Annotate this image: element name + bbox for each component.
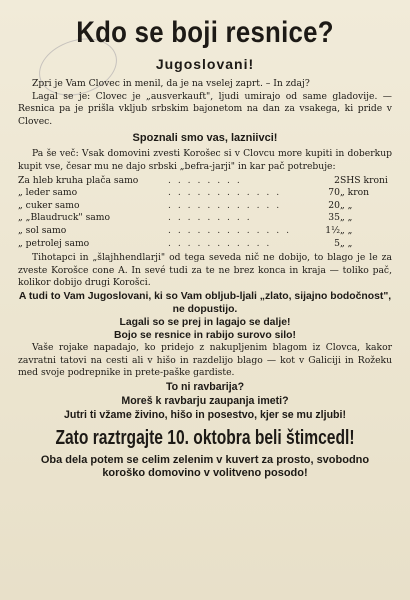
paragraph-5: Vaše rojake napadajo, ko pridejo z nakupljenim blagom iz Clovca, kakor zavratni tatovi na cesti ali v hišo in razdelijo blago — kot v Galiciji in Rožeku med svoje podrepnike in prete-paške gardiste.: [18, 341, 392, 379]
poster-title: Kdo se boji resnice?: [76, 16, 334, 49]
paragraph-4: Tihotapci in „šlajhhendlarji" od tega seveda nič ne dobijo, to blago je le za zveste Korošce cone A. In sevé tudi za te ne brez konca in kraja — toliko pač, kolikor dobijo drugi Korošci.: [18, 252, 392, 289]
price-unit: „ „: [340, 237, 353, 249]
poster-content: [18, 14, 392, 480]
price-qty: 5: [334, 237, 340, 249]
question-robbery: To ni ravbarija?: [165, 380, 245, 393]
price-item: „ petrolej samo: [18, 237, 90, 249]
slogan-fear: Bojo se resnice in rabijo surovo silo!: [114, 329, 296, 341]
price-qty: 1½: [325, 224, 340, 236]
price-dots: . . . . . . . .: [168, 174, 242, 186]
price-item: „ sol samo: [18, 224, 67, 236]
price-unit: „ „: [340, 224, 353, 236]
price-item: „ „Blaudruck" samo: [18, 212, 111, 224]
price-qty: 2: [334, 174, 340, 186]
price-item: „ leder samo: [18, 187, 78, 199]
question-tomorrow: Jutri ti vžame živino, hišo in posestvo, kjer se mu zljubi!: [64, 408, 346, 421]
price-row: [18, 175, 392, 188]
paragraph-3: Pa še več: Vsak domovini zvesti Korošec si v Clovcu more kupiti in doberkup kupit vse, česar mu ne dajo srbski „befra-jarji" in kar pač potrebuje:: [18, 148, 392, 172]
price-row: [18, 200, 392, 213]
price-qty: 70: [328, 187, 340, 199]
slogan-promise: A tudi to Vam Jugoslovani, ki so Vam obljub-ljali „zlato, sijajno bodočnost", ne dopustijo.: [18, 290, 392, 315]
price-dots: . . . . . . . . . . . . .: [168, 224, 292, 236]
question-trust: Moreš k ravbarju zaupanja imeti?: [121, 394, 289, 407]
price-dots: . . . . . . . . . . . .: [168, 187, 282, 199]
price-dots: . . . . . . . . . . .: [168, 237, 272, 249]
price-list: [18, 175, 392, 251]
price-qty: 35: [328, 212, 340, 224]
price-unit: SHS kroni: [340, 174, 388, 186]
price-unit: „ „: [340, 199, 353, 211]
slogan-liars: Spoznali smo vas, lazniivci!: [132, 132, 278, 145]
price-row: [18, 225, 392, 238]
price-qty: 20: [328, 199, 340, 211]
paragraph-1: Zpri je Vam Clovec in menil, da je na vselej zaprt. – In zdaj?: [32, 78, 310, 89]
price-row: [18, 212, 392, 225]
price-dots: . . . . . . . . .: [168, 212, 252, 224]
price-item: „ cuker samo: [18, 199, 80, 211]
price-unit: „ „: [340, 212, 353, 224]
paragraph-2: Lagal se je: Clovec je „ausverkauft", ljudi umirajo od same gladovije. — Resnica pa je prišla vkljub srbskim bajonetom na dan za vsakega, ki pride v Clovec.: [18, 90, 392, 127]
price-row: [18, 187, 392, 200]
price-row: [18, 238, 392, 251]
price-unit: „ kron: [340, 187, 370, 199]
price-dots: . . . . . . . . . . . .: [168, 199, 282, 211]
price-item: Za hleb kruha plača samo: [18, 174, 139, 186]
call-to-action: Zato raztrgajte 10. oktobra beli štimcedl!: [55, 426, 355, 449]
poster-subtitle: Jugoslovani!: [155, 56, 255, 72]
slogan-lied: Lagali so se prej in lagajo se dalje!: [119, 316, 291, 328]
final-instruction: Oba dela potem se celim zelenim v kuvert za prosto, svobodno koroško domovino v volitveno posodo!: [40, 453, 370, 479]
